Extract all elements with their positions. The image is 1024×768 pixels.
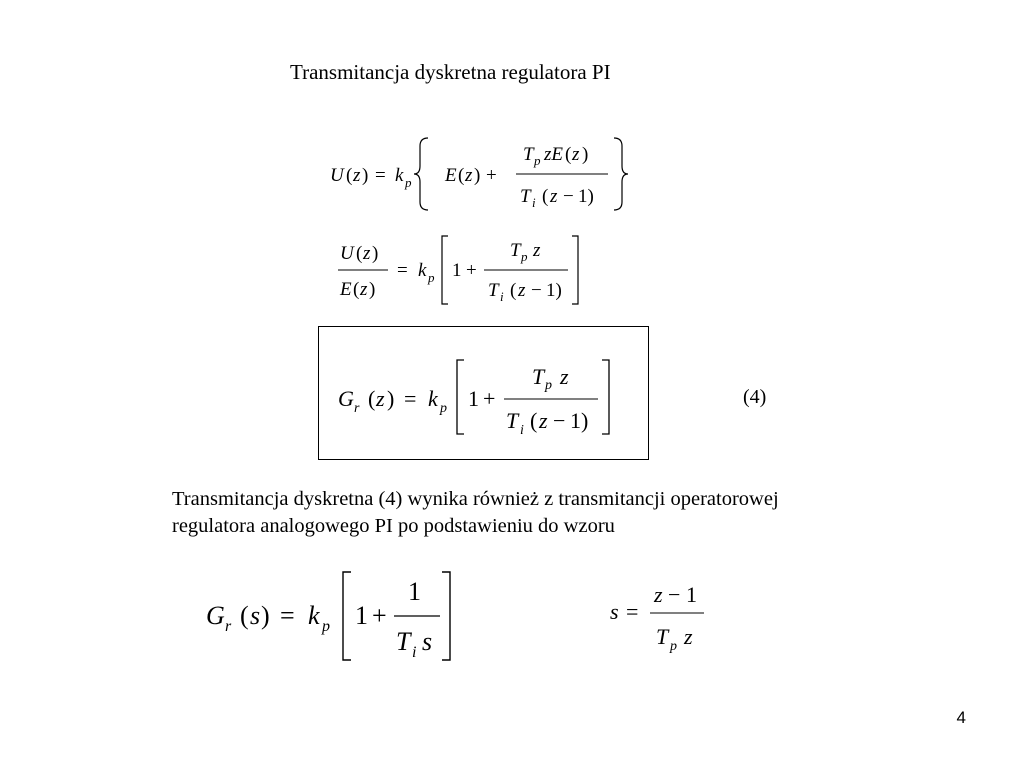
svg-text:1: 1 [686,582,697,607]
svg-text:p: p [534,153,541,168]
svg-text:): ) [261,601,270,630]
svg-text:): ) [372,243,379,264]
svg-text:(: ( [346,165,353,186]
svg-text:=: = [404,386,417,411]
slide-title: Transmitancja dyskretna regulatora PI [290,60,611,84]
svg-text:k: k [308,601,320,630]
svg-text:k: k [418,260,427,281]
svg-text:−: − [553,408,566,433]
svg-text:(: ( [368,386,376,411]
svg-text:p: p [545,378,552,393]
svg-text:E: E [340,279,352,300]
svg-text:z: z [560,364,569,389]
svg-text:i: i [500,289,504,304]
svg-text:k: k [395,165,404,186]
paragraph-line-1: Transmitancja dyskretna (4) wynika również z transmitancji operatorowej [172,488,779,510]
svg-text:i: i [412,644,417,661]
svg-text:(: ( [565,144,572,165]
svg-text:z: z [533,240,541,261]
svg-text:−: − [563,186,574,207]
equation-number: (4) [743,386,767,408]
equation-5 [604,578,724,658]
svg-text:z: z [360,279,368,300]
svg-text:(: ( [542,186,549,207]
equation-2 [330,232,600,308]
svg-text:z: z [539,408,548,433]
svg-text:p: p [670,639,677,654]
svg-text:−: − [531,280,542,301]
svg-text:1): 1) [570,408,589,433]
svg-text:=: = [375,165,386,186]
svg-text:z: z [376,386,385,411]
svg-text:s: s [422,627,433,656]
svg-text:z: z [518,280,526,301]
svg-text:1: 1 [408,577,421,606]
svg-text:−: − [668,582,681,607]
svg-text:1): 1) [578,186,594,207]
svg-text:): ) [474,165,481,186]
svg-text:(: ( [240,601,249,630]
svg-text:+: + [483,386,496,411]
svg-text:=: = [280,601,295,630]
svg-text:(: ( [530,408,538,433]
svg-text:p: p [322,618,330,635]
svg-text:E: E [445,165,457,186]
svg-text:i: i [532,195,536,210]
svg-text:s: s [610,599,619,624]
svg-text:G: G [338,386,354,411]
svg-text:s: s [250,601,261,630]
svg-text:z: z [684,624,693,649]
svg-text:T: T [656,624,669,649]
svg-text:U: U [330,165,344,186]
svg-text:U: U [340,243,354,264]
svg-text:1: 1 [355,601,368,630]
svg-text:=: = [397,260,408,281]
paragraph-line-2: regulatora analogowego PI po podstawieniu do wzoru [172,515,615,537]
svg-text:r: r [225,618,232,635]
body-paragraph [172,486,962,540]
svg-text:p: p [428,270,435,285]
svg-text:): ) [369,279,376,300]
equation-4 [200,566,470,666]
svg-text:p: p [405,175,412,190]
svg-text:): ) [582,144,589,165]
svg-text:p: p [440,401,447,416]
svg-text:(: ( [510,280,517,301]
svg-text:(: ( [356,243,363,264]
svg-text:=: = [626,599,639,624]
equation-1 [320,132,640,216]
svg-text:z: z [363,243,371,264]
svg-text:(: ( [458,165,465,186]
svg-text:1: 1 [452,260,462,281]
equation-3 [332,354,622,440]
svg-text:+: + [466,260,477,281]
svg-text:1: 1 [468,386,479,411]
svg-text:T: T [506,408,519,433]
svg-text:T: T [523,144,534,165]
page-number: 4 [956,708,966,727]
svg-text:k: k [428,386,438,411]
svg-text:+: + [372,601,387,630]
svg-text:r: r [354,401,360,416]
svg-text:p: p [521,249,528,264]
svg-text:): ) [387,386,395,411]
svg-text:z: z [654,582,663,607]
svg-text:z: z [465,165,473,186]
svg-text:T: T [396,627,411,656]
svg-text:1): 1) [546,280,562,301]
svg-text:G: G [206,601,225,630]
svg-text:T: T [510,240,521,261]
svg-text:T: T [488,280,499,301]
svg-text:z: z [572,144,580,165]
svg-text:T: T [520,186,531,207]
svg-text:zE: zE [544,144,563,165]
svg-text:): ) [362,165,369,186]
svg-text:i: i [520,423,524,438]
svg-text:T: T [532,364,545,389]
svg-text:z: z [550,186,558,207]
svg-text:(: ( [353,279,360,300]
svg-text:+: + [486,165,497,186]
svg-text:z: z [353,165,361,186]
